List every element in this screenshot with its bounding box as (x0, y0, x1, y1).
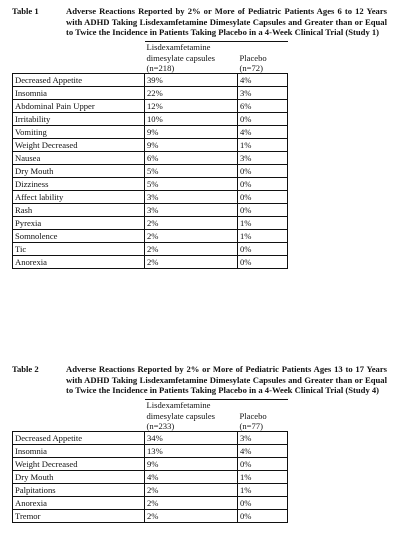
placebo-percent-cell: 0% (238, 243, 288, 256)
table-row (13, 471, 389, 484)
row-spacer (288, 510, 389, 523)
placebo-percent-cell: 1% (238, 230, 288, 243)
row-spacer (288, 445, 389, 458)
table-row (13, 87, 389, 100)
table-1-section (12, 6, 389, 269)
table-row (13, 497, 389, 510)
table-2-caption (12, 364, 389, 396)
table-2-section (12, 364, 389, 523)
drug-percent-cell: 6% (145, 152, 238, 165)
table-row (13, 484, 389, 497)
placebo-percent-cell: 0% (238, 458, 288, 471)
row-spacer (288, 126, 389, 139)
row-spacer (288, 178, 389, 191)
drug-percent-cell: 2% (145, 497, 238, 510)
reaction-cell: Dry Mouth (13, 471, 145, 484)
table-row (13, 74, 389, 87)
drug-percent-cell: 2% (145, 510, 238, 523)
table-row (13, 217, 389, 230)
placebo-percent-cell: 0% (238, 165, 288, 178)
row-spacer (288, 230, 389, 243)
reaction-cell: Palpitations (13, 484, 145, 497)
placebo-percent-cell: 4% (238, 126, 288, 139)
table-1-body (13, 74, 389, 269)
table-2-drug-header: Lisdexamfetamine dimesylate capsules (n=233) (145, 400, 238, 432)
table-row (13, 178, 389, 191)
row-spacer (288, 100, 389, 113)
placebo-percent-cell: 4% (238, 74, 288, 87)
table-row (13, 113, 389, 126)
placebo-percent-cell: 3% (238, 432, 288, 445)
table-row (13, 204, 389, 217)
drug-percent-cell: 2% (145, 243, 238, 256)
table-row (13, 152, 389, 165)
row-spacer (288, 87, 389, 100)
reaction-cell: Anorexia (13, 256, 145, 269)
table-2-header-spacer (288, 400, 389, 432)
table-1-number: Table 1 (12, 6, 39, 16)
placebo-percent-cell: 1% (238, 139, 288, 152)
reaction-cell: Abdominal Pain Upper (13, 100, 145, 113)
table-2-header-row (13, 400, 389, 432)
placebo-percent-cell: 3% (238, 152, 288, 165)
drug-percent-cell: 2% (145, 217, 238, 230)
row-spacer (288, 471, 389, 484)
row-spacer (288, 139, 389, 152)
drug-percent-cell: 13% (145, 445, 238, 458)
drug-percent-cell: 3% (145, 204, 238, 217)
table-1-title: Adverse Reactions Reported by 2% or More of Pediatric Patients Ages 6 to 12 Years with ADHD Taking Lisdexamfetamine Dimesylate Capsules and Greater than or Equal to Twice the Incidence in Patients Taking Placebo in a 4-Week Clinical Trial (Study 1) (66, 6, 387, 38)
placebo-percent-cell: 0% (238, 178, 288, 191)
table-row (13, 445, 389, 458)
row-spacer (288, 165, 389, 178)
drug-percent-cell: 2% (145, 230, 238, 243)
table-2-placebo-header: Placebo (n=77) (238, 400, 288, 432)
table-row (13, 458, 389, 471)
drug-percent-cell: 10% (145, 113, 238, 126)
drug-percent-cell: 9% (145, 458, 238, 471)
drug-percent-cell: 2% (145, 484, 238, 497)
placebo-percent-cell: 1% (238, 471, 288, 484)
reaction-cell: Weight Decreased (13, 139, 145, 152)
table-1-header-blank (13, 42, 145, 74)
table-2-header-blank (13, 400, 145, 432)
reaction-cell: Anorexia (13, 497, 145, 510)
reaction-cell: Affect lability (13, 191, 145, 204)
table-row (13, 191, 389, 204)
reaction-cell: Insomnia (13, 445, 145, 458)
row-spacer (288, 484, 389, 497)
drug-percent-cell: 2% (145, 256, 238, 269)
table-row (13, 100, 389, 113)
row-spacer (288, 458, 389, 471)
table-row (13, 126, 389, 139)
reaction-cell: Dry Mouth (13, 165, 145, 178)
table-row (13, 230, 389, 243)
reaction-cell: Decreased Appetite (13, 432, 145, 445)
reaction-cell: Dizziness (13, 178, 145, 191)
row-spacer (288, 113, 389, 126)
placebo-percent-cell: 6% (238, 100, 288, 113)
row-spacer (288, 256, 389, 269)
reaction-cell: Decreased Appetite (13, 74, 145, 87)
table-2 (12, 399, 389, 523)
drug-percent-cell: 22% (145, 87, 238, 100)
reaction-cell: Somnolence (13, 230, 145, 243)
reaction-cell: Tremor (13, 510, 145, 523)
table-row (13, 165, 389, 178)
row-spacer (288, 497, 389, 510)
placebo-percent-cell: 4% (238, 445, 288, 458)
reaction-cell: Irritability (13, 113, 145, 126)
table-1-header-row (13, 42, 389, 74)
row-spacer (288, 217, 389, 230)
table-2-title: Adverse Reactions Reported by 2% or More of Pediatric Patients Ages 13 to 17 Years with ADHD Taking Lisdexamfetamine Dimesylate Capsules and Greater than or Equal to Twice the Incidence in Patients Taking Placebo in a 4-Week Clinical Trial (Study 4) (66, 364, 387, 396)
placebo-percent-cell: 1% (238, 217, 288, 230)
placebo-percent-cell: 0% (238, 113, 288, 126)
table-row (13, 510, 389, 523)
drug-percent-cell: 9% (145, 139, 238, 152)
drug-percent-cell: 5% (145, 178, 238, 191)
placebo-percent-cell: 0% (238, 497, 288, 510)
table-row (13, 243, 389, 256)
drug-percent-cell: 39% (145, 74, 238, 87)
reaction-cell: Weight Decreased (13, 458, 145, 471)
placebo-percent-cell: 0% (238, 256, 288, 269)
placebo-percent-cell: 3% (238, 87, 288, 100)
reaction-cell: Nausea (13, 152, 145, 165)
reaction-cell: Vomiting (13, 126, 145, 139)
table-2-number: Table 2 (12, 364, 39, 374)
placebo-percent-cell: 1% (238, 484, 288, 497)
row-spacer (288, 432, 389, 445)
reaction-cell: Insomnia (13, 87, 145, 100)
drug-percent-cell: 9% (145, 126, 238, 139)
table-row (13, 139, 389, 152)
drug-percent-cell: 3% (145, 191, 238, 204)
reaction-cell: Tic (13, 243, 145, 256)
row-spacer (288, 191, 389, 204)
table-1-header-spacer (288, 42, 389, 74)
table-1-drug-header: Lisdexamfetamine dimesylate capsules (n=218) (145, 42, 238, 74)
row-spacer (288, 74, 389, 87)
table-row (13, 432, 389, 445)
table-row (13, 256, 389, 269)
placebo-percent-cell: 0% (238, 191, 288, 204)
row-spacer (288, 204, 389, 217)
table-1 (12, 41, 389, 269)
placebo-percent-cell: 0% (238, 510, 288, 523)
reaction-cell: Rash (13, 204, 145, 217)
drug-percent-cell: 4% (145, 471, 238, 484)
drug-percent-cell: 34% (145, 432, 238, 445)
table-2-body (13, 432, 389, 523)
reaction-cell: Pyrexia (13, 217, 145, 230)
table-1-placebo-header: Placebo (n=72) (238, 42, 288, 74)
row-spacer (288, 152, 389, 165)
table-1-caption (12, 6, 389, 38)
drug-percent-cell: 5% (145, 165, 238, 178)
placebo-percent-cell: 0% (238, 204, 288, 217)
row-spacer (288, 243, 389, 256)
drug-percent-cell: 12% (145, 100, 238, 113)
